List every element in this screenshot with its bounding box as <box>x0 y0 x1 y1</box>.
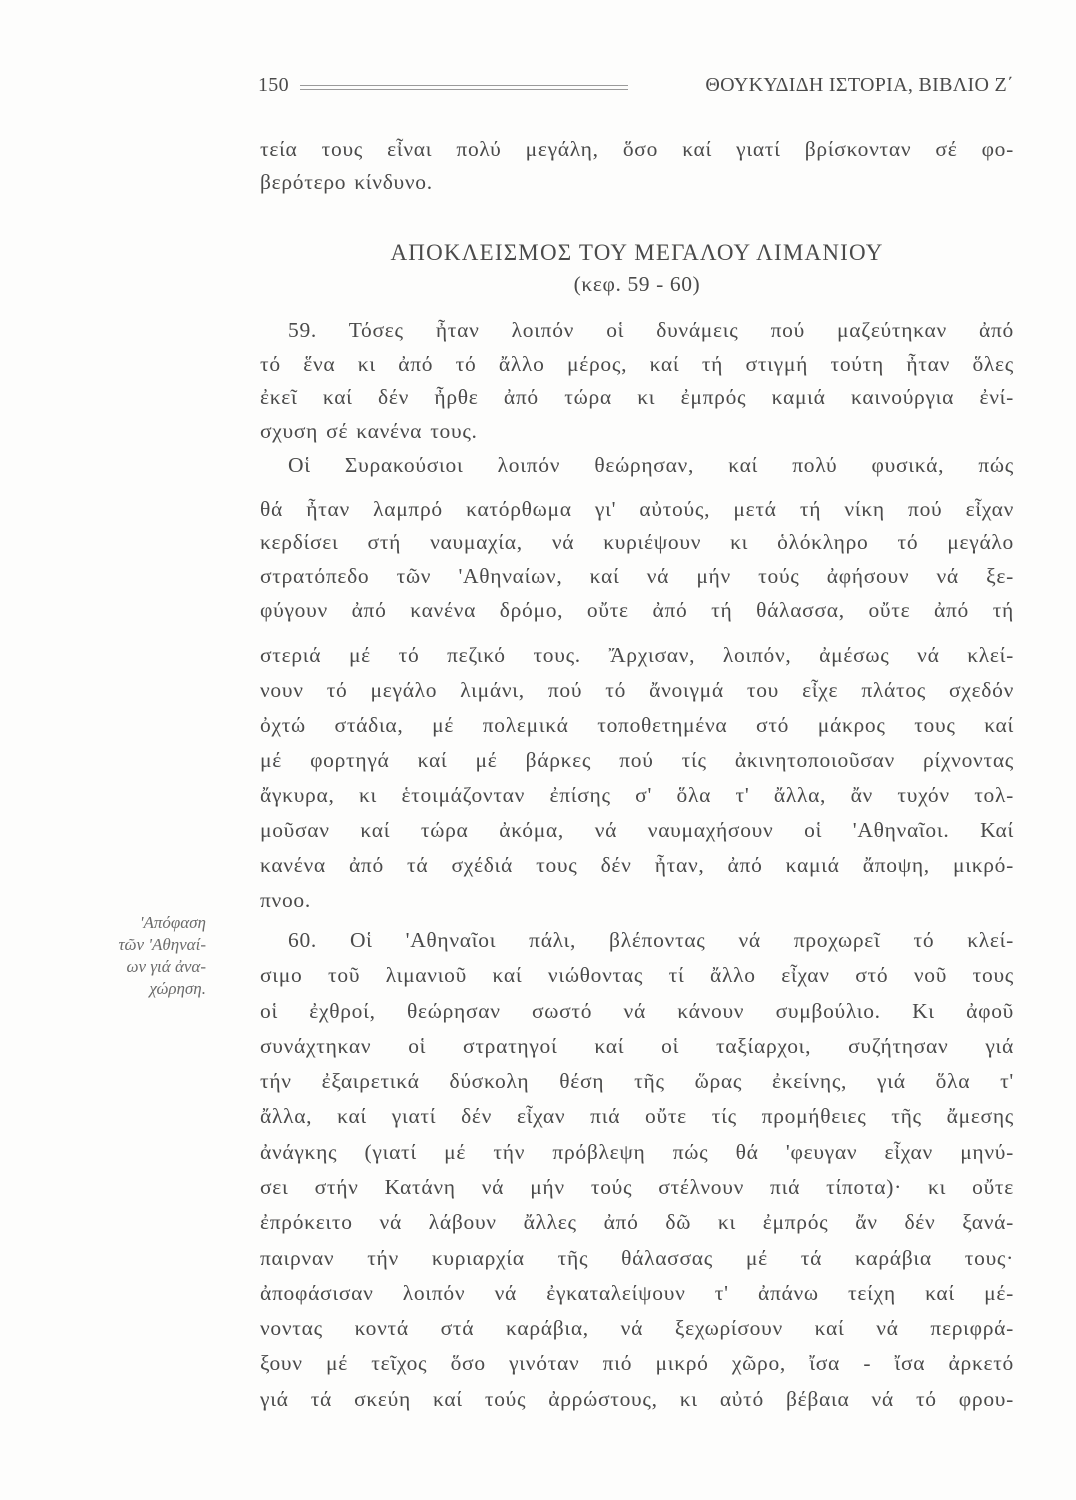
section-chapters: (κεφ. 59 - 60) <box>573 272 701 296</box>
text-line: ἐπρόκειτο νά λάβουν ἄλλες ἀπό δῶ κι ἐμπρός ἄν δέν ξανά- <box>260 1210 1014 1234</box>
text-line: θά ἦταν λαμπρό κατόρθωμα γι' αὐτούς, μετά τή νίκη πού εἶχαν <box>260 497 1014 521</box>
header-rule <box>300 85 628 90</box>
marginal-note-line: 'Απόφαση <box>139 913 206 932</box>
text-line: τό ἕνα κι ἀπό τό ἄλλο μέρος, καί τή στιγμή τούτη ἦταν ὅλες <box>260 352 1014 376</box>
text-line: ἀποφάσισαν λοιπόν νά ἐγκαταλείψουν τ' ἀπάνω τείχη καί μέ- <box>260 1281 1014 1305</box>
text-line: κανένα ἀπό τά σχέδιά τους δέν ἦταν, ἀπό καμιά ἄποψη, μικρό- <box>260 853 1014 877</box>
text-line: ἀνάγκης (γιατί μέ τήν πρόβλεψη πώς θά 'φευγαν εἶχαν μηνύ- <box>260 1140 1014 1164</box>
paragraph-60-start: 60. Οἱ 'Αθηναῖοι πάλι, βλέποντας νά προχωρεῖ τό κλεί- <box>288 928 1014 952</box>
text-line: κερδίσει στή ναυμαχία, νά κυριέψουν κι ὁλόκληρο τό μεγάλο <box>260 530 1014 554</box>
text-line: τήν ἐξαιρετικά δύσκολη θέση τῆς ὥρας ἐκείνης, γιά ὅλα τ' <box>260 1069 1014 1093</box>
running-header <box>258 74 1014 102</box>
text-line: φύγουν ἀπό κανένα δρόμο, οὔτε ἀπό τή θάλασσα, οὔτε ἀπό τή <box>260 598 1014 622</box>
text-line: ἄλλα, καί γιατί δέν εἶχαν πιά οὔτε τίς προμήθειες τῆς ἄμεσης <box>260 1104 1014 1128</box>
text-line: σχυση σέ κανένα τους. <box>260 419 478 443</box>
text-line: παιρναν τήν κυριαρχία τῆς θάλασσας μέ τά καράβια τους· <box>260 1246 1014 1270</box>
text-line: στρατόπεδο τῶν 'Αθηναίων, καί νά μήν τούς ἀφήσουν νά ξε- <box>260 564 1014 588</box>
text-line: σιμο τοῦ λιμανιοῦ καί νιώθοντας τί ἄλλο εἶχαν στό νοῦ τους <box>260 963 1014 987</box>
text-line: νουν τό μεγάλο λιμάνι, πού τό ἄνοιγμά του εἶχε πλάτος σχεδόν <box>260 678 1014 702</box>
marginal-note-line: χώρηση. <box>149 979 206 998</box>
text-line: πνοο. <box>260 888 311 912</box>
text-line: βερότερο κίνδυνο. <box>260 170 433 194</box>
text-line: μέ φορτηγά καί μέ βάρκες πού τίς ἀκινητοποιοῦσαν ρίχνοντας <box>260 748 1014 772</box>
text-line: στεριά μέ τό πεζικό τους. Ἄρχισαν, λοιπόν, ἀμέσως νά κλεί- <box>260 643 1014 667</box>
page-number: 150 <box>258 74 289 96</box>
paragraph-59-start: 59. Τόσες ἦταν λοιπόν οἱ δυνάμεις πού μαζεύτηκαν ἀπό <box>288 318 1014 342</box>
section-heading: ΑΠΟΚΛΕΙΣΜΟΣ ΤΟΥ ΜΕΓΑΛΟΥ ΛΙΜΑΝΙΟΥ <box>390 240 884 265</box>
marginal-note-line: τῶν 'Αθηναί- <box>118 935 206 954</box>
running-title: ΘΟΥΚΥΔΙΔΗ ΙΣΤΟΡΙΑ, ΒΙΒΛΙΟ Ζ΄ <box>705 74 1014 96</box>
text-line: ὀχτώ στάδια, μέ πολεμικά τοποθετημένα στό μάκρος τους καί <box>260 713 1014 737</box>
text-line: σει στήν Κατάνη νά μήν τούς στέλνουν πιά τίποτα)· κι οὔτε <box>260 1175 1014 1199</box>
text-line: ἐκεῖ καί δέν ἦρθε ἀπό τώρα κι ἐμπρός καμιά καινούργια ἐνί- <box>260 385 1014 409</box>
text-line: τεία τους εἶναι πολύ μεγάλη, ὅσο καί γιατί βρίσκονταν σέ φο- <box>260 137 1014 161</box>
text-line: οἱ ἐχθροί, θεώρησαν σωστό νά κάνουν συμβούλιο. Κι ἀφοῦ <box>260 999 1014 1023</box>
marginal-note-line: ων γιά ἀνα- <box>126 957 206 976</box>
text-line: μοῦσαν καί τώρα ἀκόμα, νά ναυμαχήσουν οἱ 'Αθηναῖοι. Καί <box>260 818 1014 842</box>
paragraph-start: Οἱ Συρακούσιοι λοιπόν θεώρησαν, καί πολύ φυσικά, πώς <box>288 453 1014 477</box>
text-line: ἄγκυρα, κι ἑτοιμάζονταν ἐπίσης σ' ὅλα τ' ἄλλα, ἄν τυχόν τολ- <box>260 783 1014 807</box>
text-line: νοντας κοντά στά καράβια, νά ξεχωρίσουν καί νά περιφρά- <box>260 1316 1014 1340</box>
text-line: συνάχτηκαν οἱ στρατηγοί καί οἱ ταξίαρχοι, συζήτησαν γιά <box>260 1034 1014 1058</box>
text-line: ξουν μέ τεῖχος ὅσο γινόταν πιό μικρό χῶρο, ἴσα - ἴσα ἀρκετό <box>260 1351 1014 1375</box>
text-line: γιά τά σκεύη καί τούς ἀρρώστους, κι αὐτό βέβαια νά τό φρου- <box>260 1387 1014 1411</box>
marginal-note <box>96 912 206 1000</box>
